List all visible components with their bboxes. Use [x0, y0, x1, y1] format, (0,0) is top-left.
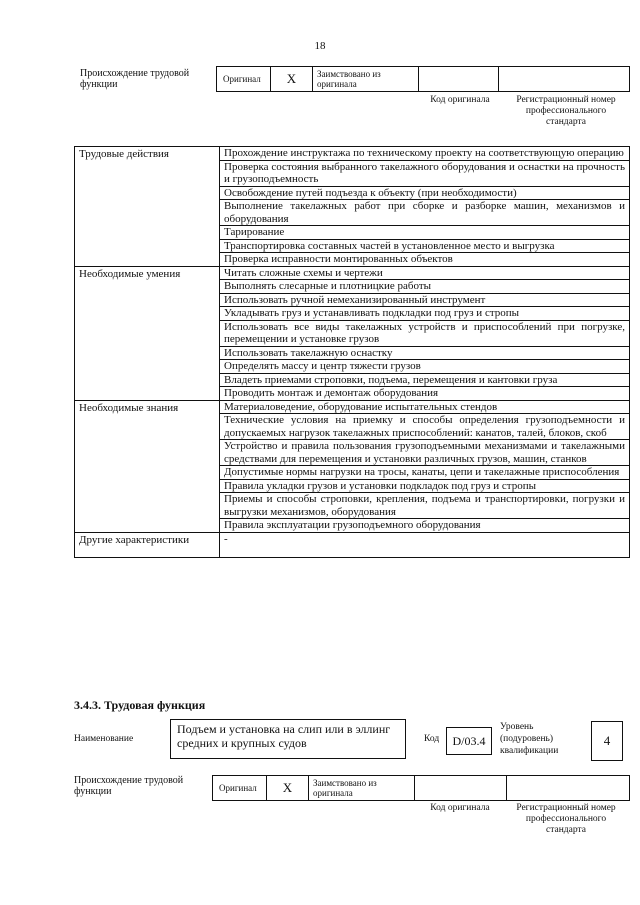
- table-row: Освобождение путей подъезда к объекту (при необходимости): [220, 186, 630, 200]
- reg-caption: Регистрационный номер профессионального стандарта: [516, 803, 616, 835]
- original-label: Оригинал: [217, 67, 271, 91]
- labor-function-table: [74, 146, 630, 558]
- table-row: Определять массу и центр тяжести грузов: [220, 360, 630, 374]
- original-mark: X: [271, 67, 313, 91]
- other-value: -: [220, 532, 630, 557]
- reg-caption: Регистрационный номер профессионального стандарта: [516, 95, 616, 127]
- table-row: Выполнять слесарные и плотницкие работы: [220, 280, 630, 294]
- table-row: Использовать все виды такелажных устройств и приспособлений при погрузке, перемещении и установке грузов: [220, 320, 630, 346]
- table-row: Технические условия на приемку и способы определения грузоподъемности и допускаемых нагрузок такелажных приспособлений: канатов, талей, блоков, скоб: [220, 414, 630, 440]
- original-label: Оригинал: [213, 776, 267, 800]
- origin-row: [212, 775, 630, 801]
- table-row: Тарирование: [220, 226, 630, 240]
- borrowed-label: Заимствовано из оригинала: [309, 776, 415, 800]
- origin-label: Происхождение трудовой функции: [74, 775, 184, 797]
- page-number: 18: [314, 40, 326, 52]
- function-name-box: Подъем и установка на слип или в эллинг средних и крупных судов: [170, 719, 406, 759]
- table-row: Транспортировка составных частей в установленное место и выгрузка: [220, 239, 630, 253]
- level-label: Уровень (подуровень) квалификации: [500, 722, 559, 756]
- table-row: Допустимые нормы нагрузки на тросы, канаты, цепи и такелажные приспособления: [220, 466, 630, 480]
- table-row: Выполнение такелажных работ при сборке и разборке машин, механизмов и оборудования: [220, 200, 630, 226]
- knowledge-label: Необходимые знания: [75, 400, 220, 532]
- table-row: Использовать ручной немеханизированный инструмент: [220, 293, 630, 307]
- table-row: Устройство и правила пользования грузоподъемными механизмами и такелажными средствами для перемещения и установки различных грузов, машин, станков: [220, 440, 630, 466]
- name-label: Наименование: [74, 734, 134, 744]
- table-row: Использовать такелажную оснастку: [220, 346, 630, 360]
- reg-number-cell: [499, 67, 629, 91]
- table-row: Материаловедение, оборудование испытательных стендов: [220, 400, 630, 414]
- section-title: 3.4.3. Трудовая функция: [74, 698, 206, 712]
- table-row: Проводить монтаж и демонтаж оборудования: [220, 387, 630, 401]
- table-row: Укладывать груз и устанавливать подкладки под груз и стропы: [220, 307, 630, 321]
- table-row: Правила эксплуатации грузоподъемного оборудования: [220, 519, 630, 533]
- table-row: Читать сложные схемы и чертежи: [220, 266, 630, 280]
- reg-number-cell: [507, 776, 629, 800]
- code-label: Код: [424, 734, 440, 744]
- borrowed-label: Заимствовано из оригинала: [313, 67, 419, 91]
- table-row: Прохождение инструктажа по техническому проекту на соответствующую операцию: [220, 147, 630, 161]
- table-row: Проверка состояния выбранного такелажного оборудования и оснастки на прочность и грузоподъемность: [220, 160, 630, 186]
- table-row: Владеть приемами строповки, подъема, перемещения и кантовки груза: [220, 373, 630, 387]
- original-code-cell: [419, 67, 499, 91]
- origin-label: Происхождение трудовой функции: [80, 68, 190, 90]
- original-code-cell: [415, 776, 507, 800]
- code-box: D/03.4: [446, 727, 492, 755]
- code-caption: Код оригинала: [430, 95, 490, 105]
- other-label: Другие характеристики: [75, 532, 220, 557]
- table-row: Проверка исправности монтированных объектов: [220, 253, 630, 267]
- original-mark: X: [267, 776, 309, 800]
- origin-row: [216, 66, 630, 92]
- skills-label: Необходимые умения: [75, 266, 220, 400]
- table-row: Приемы и способы строповки, крепления, подъема и транспортировки, погрузки и выгрузки механизмов, оборудования: [220, 493, 630, 519]
- table-row: Правила укладки грузов и установки подкладок под груз и стропы: [220, 479, 630, 493]
- labor-actions-label: Трудовые действия: [75, 147, 220, 267]
- level-box: 4: [591, 721, 623, 761]
- code-caption: Код оригинала: [430, 803, 490, 813]
